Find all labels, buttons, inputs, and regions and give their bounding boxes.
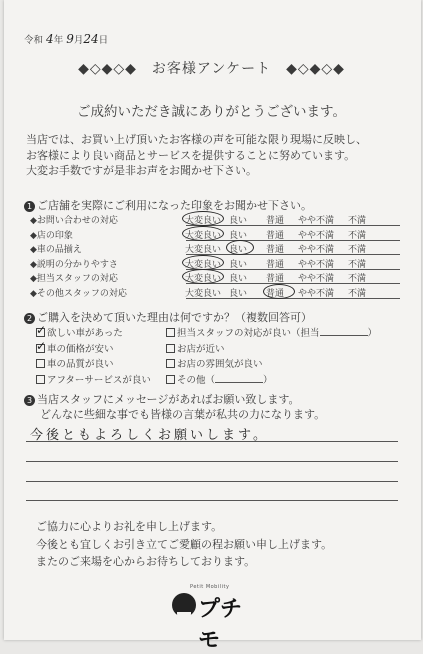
rating-option[interactable]: やや不満 <box>298 216 335 226</box>
selected-circle-mark <box>263 284 295 299</box>
rating-option[interactable]: 大変良い <box>185 259 222 270</box>
day-unit: 日 <box>98 35 109 46</box>
checkbox[interactable] <box>166 328 175 337</box>
rating-option[interactable]: 普通 <box>266 230 285 241</box>
rating-option[interactable]: 普通 <box>266 288 285 299</box>
rating-option[interactable]: 普通 <box>266 274 285 284</box>
question-text: ご購入を決めて頂いた理由は何ですか？（複数回答可） <box>37 311 312 324</box>
greeting-text: ご成約いただき誠にありがとうございます。 <box>77 104 346 120</box>
rating-row <box>30 212 400 226</box>
message-line <box>26 481 398 482</box>
year-unit: 年 <box>53 35 64 46</box>
reason-option[interactable] <box>36 341 114 355</box>
rating-option[interactable]: 不満 <box>348 245 367 255</box>
reason-option[interactable] <box>166 341 225 355</box>
intro-line: 大変お手数ですが是非お声をお聞かせ下さい。 <box>26 164 257 177</box>
year-value: 4 <box>46 32 54 46</box>
rating-option[interactable]: やや不満 <box>298 274 335 284</box>
reason-option[interactable] <box>36 325 123 339</box>
question-3-subtext: どんなに些細な事でも皆様の言葉が私共の力になります。 <box>40 408 326 421</box>
rating-option[interactable]: 不満 <box>348 274 367 284</box>
checkbox[interactable] <box>36 339 47 353</box>
rating-option[interactable]: やや不満 <box>298 288 335 299</box>
intro-line: お客様により良い商品とサービスを提供することに努めています。 <box>26 148 356 162</box>
rating-row-label: ◆担当スタッフの対応 <box>30 274 118 284</box>
reason-suffix: ） <box>263 375 273 386</box>
rating-option[interactable]: 大変良い <box>185 274 222 284</box>
rating-option[interactable]: やや不満 <box>298 245 335 255</box>
reason-option[interactable] <box>166 372 273 386</box>
rating-row <box>30 270 400 284</box>
rating-option[interactable]: 普通 <box>266 259 285 270</box>
logo-name: プチモ <box>198 597 243 653</box>
question-number: 3 <box>24 395 35 406</box>
rating-row <box>30 256 400 270</box>
rating-option[interactable]: 大変良い <box>185 216 222 226</box>
rating-option[interactable]: やや不満 <box>298 230 335 241</box>
era-label: 令和 <box>24 35 44 46</box>
question-number: 1 <box>24 201 35 212</box>
selected-circle-mark <box>182 211 224 226</box>
fill-in-line[interactable] <box>215 382 263 383</box>
reason-label: 担当スタッフの対応が良い（担当 <box>177 328 320 339</box>
rating-option[interactable]: 不満 <box>348 259 367 270</box>
logo-subtitle: Petit Mobility <box>190 584 230 590</box>
date-line <box>24 32 108 46</box>
closing-text <box>36 518 332 571</box>
rating-option[interactable]: 普通 <box>266 245 285 255</box>
closing-line: ご協力に心よりお礼を申し上げます。 <box>36 520 223 533</box>
checkbox[interactable] <box>166 344 175 353</box>
rating-row <box>30 227 400 241</box>
closing-line: 今後とも宜しくお引き立てご愛顧の程お願い申し上げます。 <box>36 537 333 551</box>
rating-option[interactable]: 不満 <box>348 216 367 226</box>
reason-label: 車の価格が安い <box>47 344 114 355</box>
message-line <box>26 441 398 442</box>
month-unit: 月 <box>73 35 84 46</box>
rating-row <box>30 285 400 299</box>
question-1 <box>24 198 312 213</box>
reason-label: 欲しい車があった <box>47 328 123 339</box>
reason-suffix: ） <box>367 328 378 339</box>
closing-line: またのご来場を心からお待ちしております。 <box>36 555 256 568</box>
rating-option[interactable]: 良い <box>229 288 248 299</box>
rating-option[interactable]: 良い <box>229 230 248 241</box>
reason-label: アフターサービスが良い <box>47 375 151 386</box>
rating-option[interactable]: 良い <box>229 259 248 270</box>
reason-option[interactable] <box>36 372 151 386</box>
rating-option[interactable]: 不満 <box>348 288 367 299</box>
message-line <box>26 461 398 462</box>
question-text: 当店スタッフにメッセージがあればお願い致します。 <box>37 393 300 406</box>
month-value: 9 <box>66 32 74 46</box>
rating-option[interactable]: やや不満 <box>298 259 335 270</box>
checkbox[interactable] <box>166 375 175 384</box>
rating-row-label: ◆お問い合わせの対応 <box>30 216 118 226</box>
checkmark-icon: ✓ <box>36 339 47 353</box>
reason-option[interactable] <box>166 325 377 339</box>
reason-label: 車の品質が良い <box>47 359 114 370</box>
checkmark-icon: ✓ <box>36 323 47 337</box>
reason-option[interactable] <box>36 356 114 370</box>
message-line <box>26 500 398 501</box>
logo-mark-icon <box>172 593 196 617</box>
rating-row-label: ◆店の印象 <box>30 230 73 241</box>
selected-circle-mark <box>226 240 254 255</box>
checkbox[interactable] <box>36 323 47 337</box>
rating-option[interactable]: 不満 <box>348 230 367 241</box>
fill-in-line[interactable] <box>320 335 368 336</box>
reason-label: お店が近い <box>177 344 225 355</box>
rating-row-label: ◆説明の分かりやすさ <box>30 259 118 270</box>
checkbox[interactable] <box>36 359 45 368</box>
intro-line: 当店では、お買い上げ頂いたお客様の声を可能な限り現場に反映し、 <box>26 133 367 146</box>
reason-label: その他（ <box>177 375 216 386</box>
rating-option[interactable]: 良い <box>229 274 248 284</box>
rating-option[interactable]: 良い <box>229 216 248 226</box>
rating-option[interactable]: 良い <box>229 245 248 255</box>
question-3 <box>24 392 299 407</box>
selected-circle-mark <box>182 226 224 241</box>
reason-option[interactable] <box>166 356 263 370</box>
rating-row-label: ◆車の品揃え <box>30 245 82 255</box>
selected-circle-mark <box>182 269 224 284</box>
checkbox[interactable] <box>166 359 175 368</box>
intro-text <box>26 132 367 179</box>
survey-title: ◆◇◆◇◆ お客様アンケート ◆◇◆◇◆ <box>78 61 345 77</box>
rating-option[interactable]: 大変良い <box>185 245 222 255</box>
day-value: 24 <box>83 32 99 46</box>
question-2 <box>24 310 312 325</box>
rating-option[interactable]: 大変良い <box>185 288 222 299</box>
rating-option[interactable]: 大変良い <box>185 230 222 241</box>
reason-label: お店の雰囲気が良い <box>177 359 263 370</box>
question-text: ご店舗を実際にご利用になった印象をお聞かせ下さい。 <box>37 199 312 212</box>
store-logo <box>170 584 260 653</box>
handwritten-message[interactable]: 今後ともよろしくお願いします。 <box>30 428 269 443</box>
rating-option[interactable]: 普通 <box>266 216 285 226</box>
selected-circle-mark <box>182 255 224 270</box>
rating-row-label: ◆その他スタッフの対応 <box>30 288 127 299</box>
rating-row <box>30 241 400 255</box>
question-number: 2 <box>24 313 35 324</box>
checkbox[interactable] <box>36 375 45 384</box>
